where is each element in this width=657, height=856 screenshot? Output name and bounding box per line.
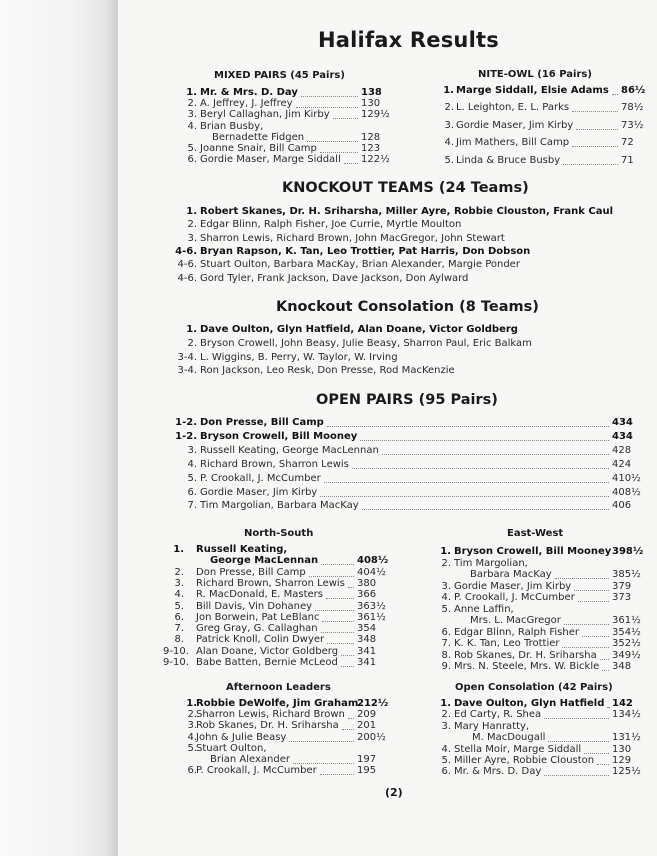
- rank-number: 1.: [440, 698, 451, 709]
- entrant-name: Jon Borwein, Pat LeBlanc: [196, 611, 320, 623]
- score-value: 408½: [357, 555, 389, 567]
- knockout-consolation-heading: Knockout Consolation (8 Teams): [276, 299, 539, 315]
- dot-leader: [582, 628, 609, 637]
- rank-number: 8.: [441, 649, 451, 661]
- dot-leader: [324, 474, 609, 483]
- score-value: 348: [357, 634, 377, 646]
- entrant-name: Babe Batten, Bernie McLeod: [196, 657, 338, 668]
- score-value: 128: [361, 131, 381, 143]
- nite-owl-heading: NITE-OWL (16 Pairs): [478, 69, 592, 80]
- rank-number: 3-4.: [177, 351, 197, 363]
- rank-number: 6.: [174, 611, 184, 623]
- dot-leader: [607, 699, 609, 708]
- entrant-name: Tim Margolian, Barbara MacKay: [200, 500, 359, 512]
- entrant-name: P. Crookall, J. McCumber: [454, 592, 575, 603]
- score-value: 129: [612, 755, 632, 766]
- score-value: 349½: [612, 649, 641, 661]
- entrant-name: Patrick Knoll, Colin Dwyer: [196, 634, 325, 646]
- dot-leader: [584, 745, 609, 754]
- rank-number: 5.: [444, 154, 454, 166]
- dot-leader: [382, 446, 609, 455]
- score-value: 212½: [357, 698, 389, 709]
- rank-number: 4.: [174, 589, 184, 601]
- rank-number: 3-4.: [177, 365, 197, 377]
- entrant-name: Gord Tyler, Frank Jackson, Dave Jackson, Don Aylward: [200, 272, 469, 284]
- entrant-name: Tim Margolian,: [454, 557, 528, 569]
- rank-number: 4.: [444, 137, 454, 149]
- entrant-name: Greg Gray, G. Callaghan: [196, 623, 318, 635]
- rank-number: 9-10.: [163, 645, 189, 657]
- score-value: 72: [621, 137, 634, 149]
- dot-leader: [572, 103, 618, 112]
- score-value: 341: [357, 657, 377, 668]
- dot-leader: [344, 155, 358, 164]
- mixed-pairs-heading: MIXED PAIRS (45 Pairs): [214, 70, 345, 81]
- dot-leader: [555, 570, 609, 579]
- rank-number: 5.: [187, 472, 197, 484]
- rank-number: 3.: [187, 109, 197, 121]
- rank-number: 4.: [187, 731, 197, 743]
- entrant-name: Bryson Crowell, John Beasy, Julie Beasy, Sharron Paul, Eric Balkam: [200, 337, 532, 349]
- score-value: 434: [612, 430, 633, 442]
- score-value: 380: [357, 577, 377, 589]
- rank-number: 3.: [187, 232, 197, 244]
- score-value: 366: [357, 589, 377, 601]
- entrant-name: Russell Keating, George MacLennan: [200, 444, 379, 456]
- entrant-name: Gordie Maser, Jim Kirby: [454, 580, 572, 592]
- score-value: 134½: [612, 709, 641, 721]
- dot-leader: [326, 590, 354, 599]
- score-value: 86½: [621, 85, 646, 96]
- dot-leader: [307, 133, 358, 142]
- dot-leader: [572, 138, 618, 147]
- dot-leader: [320, 766, 354, 775]
- rank-number: 1.: [186, 324, 197, 335]
- rank-number: 1.: [186, 206, 197, 217]
- entrant-name: Dave Oulton, Glyn Hatfield, Alan Doane, Victor Goldberg: [200, 324, 518, 335]
- score-value: 130: [612, 743, 632, 755]
- score-value: 428: [612, 444, 632, 456]
- dot-leader: [597, 756, 609, 765]
- entrant-name: Bryson Crowell, Bill Mooney: [200, 430, 358, 442]
- entrant-name: Bryan Rapson, K. Tan, Leo Trottier, Pat Harris, Don Dobson: [200, 245, 531, 257]
- score-value: 348: [612, 661, 632, 672]
- open-consolation-heading: Open Consolation (42 Pairs): [455, 682, 613, 693]
- entrant-name: Jim Mathers, Bill Camp: [456, 137, 570, 149]
- score-value: 122½: [361, 154, 390, 166]
- score-value: 71: [621, 154, 634, 166]
- north-south-heading: North-South: [244, 528, 314, 539]
- entrant-name: Rob Skanes, Dr. H. Sriharsha: [196, 720, 339, 732]
- entrant-name: Don Presse, Bill Camp: [200, 417, 324, 428]
- score-value: 361½: [357, 611, 386, 623]
- rank-number: 2.: [174, 566, 184, 578]
- rank-number: 2.: [187, 219, 197, 231]
- page-number: (2): [385, 786, 403, 799]
- entrant-name: Sharron Lewis, Richard Brown, John MacGregor, John Stewart: [200, 232, 505, 244]
- score-value: 123: [361, 143, 381, 154]
- entrant-name: Miller Ayre, Robbie Clouston: [454, 755, 595, 766]
- score-value: 434: [612, 417, 633, 428]
- entrant-name: Gordie Maser, Jim Kirby: [200, 486, 318, 498]
- dot-leader: [576, 121, 618, 130]
- rank-number: 9-10.: [163, 657, 189, 668]
- score-value: 404½: [357, 566, 386, 578]
- entrant-name: Mary Hanratty,: [454, 720, 530, 732]
- entrant-name: Mrs. L. MacGregor: [470, 615, 561, 626]
- open-pairs-heading: OPEN PAIRS (95 Pairs): [316, 392, 498, 408]
- dot-leader: [574, 582, 609, 591]
- score-value: 130: [361, 98, 381, 110]
- rank-number: 4-6.: [177, 259, 197, 271]
- dot-leader: [348, 579, 354, 588]
- entrant-name: Bernadette Fidgen: [212, 131, 305, 143]
- entrant-name: P. Crookall, J. McCumber: [200, 472, 321, 484]
- dot-leader: [341, 647, 354, 656]
- score-value: 195: [357, 765, 377, 777]
- rank-number: 2.: [444, 102, 454, 114]
- score-value: 209: [357, 709, 377, 721]
- rank-number: 1-2.: [175, 417, 197, 428]
- entrant-name: Gordie Maser, Marge Siddall: [200, 154, 341, 166]
- dot-leader: [301, 88, 358, 97]
- dot-leader: [320, 144, 358, 153]
- page-title: Halifax Results: [318, 28, 499, 52]
- entrant-name: Brian Alexander: [210, 754, 290, 765]
- rank-number: 1.: [443, 85, 454, 96]
- entrant-name: A. Jeffrey, J. Jeffrey: [200, 98, 293, 110]
- rank-number: 4.: [187, 458, 197, 470]
- entrant-name: Rob Skanes, Dr. H. Sriharsha: [454, 649, 597, 661]
- entrant-name: Edgar Blinn, Ralph Fisher: [454, 626, 579, 638]
- dot-leader: [578, 593, 609, 602]
- entrant-name: L. Leighton, E. L. Parks: [456, 102, 570, 114]
- dot-leader: [563, 156, 618, 165]
- entrant-name: Ed Carty, R. Shea: [454, 709, 542, 721]
- dot-leader: [612, 86, 618, 95]
- dot-leader: [352, 460, 609, 469]
- rank-number: 5.: [441, 603, 451, 615]
- page-gutter: [0, 0, 118, 856]
- dot-leader: [342, 721, 354, 730]
- entrant-name: R. MacDonald, E. Masters: [196, 589, 324, 601]
- entrant-name: Ron Jackson, Leo Resk, Don Presse, Rod MacKenzie: [200, 365, 455, 377]
- score-value: 138: [361, 87, 382, 98]
- rank-number: 4.: [187, 120, 197, 132]
- score-value: 129½: [361, 109, 390, 121]
- score-value: 379: [612, 580, 632, 592]
- rank-number: 6.: [187, 486, 197, 498]
- rank-number: 2.: [441, 557, 451, 569]
- entrant-name: L. Wiggins, B. Perry, W. Taylor, W. Irving: [200, 351, 398, 363]
- entrant-name: Edgar Blinn, Ralph Fisher, Joe Currie, Myrtle Moulton: [200, 219, 462, 231]
- dot-leader: [320, 488, 609, 497]
- rank-number: 1.: [186, 698, 197, 709]
- rank-number: 9.: [441, 661, 451, 672]
- rank-number: 2.: [187, 98, 197, 110]
- dot-leader: [360, 432, 609, 441]
- score-value: 341: [357, 645, 377, 657]
- dot-leader: [564, 616, 609, 625]
- rank-number: 5.: [187, 742, 197, 754]
- score-value: 142: [612, 698, 633, 709]
- entrant-name: P. Crookall, J. McCumber: [196, 765, 317, 777]
- dot-leader: [296, 99, 358, 108]
- rank-number: 2.: [187, 337, 197, 349]
- entrant-name: Mr. & Mrs. D. Day: [200, 87, 298, 98]
- rank-number: 3.: [174, 577, 184, 589]
- dot-leader: [362, 501, 609, 510]
- score-value: 200½: [357, 731, 386, 743]
- dot-leader: [327, 418, 609, 427]
- rank-number: 6.: [441, 626, 451, 638]
- score-value: 201: [357, 720, 377, 732]
- dot-leader: [322, 613, 354, 622]
- dot-leader: [327, 635, 354, 644]
- score-value: 125½: [612, 766, 641, 778]
- entrant-name: Bryson Crowell, Bill Mooney: [454, 546, 612, 557]
- rank-number: 5.: [174, 600, 184, 612]
- rank-number: 4.: [441, 592, 451, 603]
- entrant-name: Mr. & Mrs. D. Day: [454, 766, 542, 778]
- entrant-name: Anne Laffin,: [454, 603, 514, 615]
- rank-number: 3.: [187, 444, 197, 456]
- east-west-heading: East-West: [507, 528, 564, 539]
- entrant-name: Richard Brown, Sharron Lewis: [200, 458, 349, 470]
- rank-number: 5.: [441, 755, 451, 766]
- entrant-name: Marge Siddall, Elsie Adams: [456, 85, 609, 96]
- entrant-name: Barbara MacKay: [470, 569, 552, 580]
- dot-leader: [321, 556, 354, 565]
- rank-number: 4-6.: [175, 245, 197, 257]
- rank-number: 7.: [441, 638, 451, 649]
- score-value: 398½: [612, 546, 644, 557]
- score-value: 424: [612, 458, 632, 470]
- score-value: 373: [612, 592, 632, 603]
- score-value: 363½: [357, 600, 386, 612]
- score-value: 78½: [621, 102, 644, 114]
- rank-number: 3.: [187, 720, 197, 732]
- rank-number: 4-6.: [177, 272, 197, 284]
- entrant-name: Robbie DeWolfe, Jim Graham: [196, 698, 359, 709]
- entrant-name: Sharron Lewis, Richard Brown: [196, 709, 345, 721]
- entrant-name: K. K. Tan, Leo Trottier: [454, 638, 560, 649]
- dot-leader: [333, 110, 358, 119]
- dot-leader: [544, 710, 609, 719]
- entrant-name: Russell Keating,: [196, 544, 288, 555]
- rank-number: 4.: [441, 743, 451, 755]
- rank-number: 2.: [187, 709, 197, 721]
- dot-leader: [600, 651, 609, 660]
- entrant-name: George MacLennan: [210, 555, 319, 567]
- score-value: 361½: [612, 615, 641, 626]
- rank-number: 8.: [174, 634, 184, 646]
- rank-number: 5.: [187, 143, 197, 154]
- dot-leader: [309, 568, 354, 577]
- entrant-name: Brian Busby,: [200, 120, 264, 132]
- entrant-name: John & Julie Beasy: [196, 731, 287, 743]
- score-value: 408½: [612, 486, 641, 498]
- entrant-name: Linda & Bruce Busby: [456, 154, 561, 166]
- entrant-name: Stella Moir, Marge Siddall: [454, 743, 582, 755]
- entrant-name: Bill Davis, Vin Dohaney: [196, 600, 313, 612]
- entrant-name: M. MacDougall: [472, 732, 546, 744]
- score-value: 406: [612, 500, 632, 512]
- score-value: 131½: [612, 732, 641, 744]
- dot-leader: [602, 662, 609, 671]
- entrant-name: Robert Skanes, Dr. H. Sriharsha, Miller Ayre, Robbie Clouston, Frank Caul: [200, 206, 614, 217]
- entrant-name: Alan Doane, Victor Goldberg: [196, 645, 339, 657]
- rank-number: 1.: [186, 87, 197, 98]
- dot-leader: [293, 755, 354, 764]
- rank-number: 6.: [187, 765, 197, 777]
- entrant-name: Mrs. N. Steele, Mrs. W. Bickle: [454, 661, 600, 672]
- dot-leader: [548, 733, 609, 742]
- score-value: 73½: [621, 119, 644, 131]
- entrant-name: Dave Oulton, Glyn Hatfield: [454, 698, 605, 709]
- rank-number: 2.: [441, 709, 451, 721]
- rank-number: 3.: [441, 720, 451, 732]
- knockout-teams-heading: KNOCKOUT TEAMS (24 Teams): [282, 180, 529, 196]
- entrant-name: Beryl Callaghan, Jim Kirby: [200, 109, 330, 121]
- entrant-name: Joanne Snair, Bill Camp: [200, 143, 317, 154]
- score-value: 354½: [612, 626, 641, 638]
- entrant-name: Stuart Oulton,: [196, 742, 267, 754]
- rank-number: 1-2.: [175, 430, 197, 442]
- rank-number: 7.: [174, 623, 184, 635]
- score-value: 385½: [612, 569, 641, 580]
- dot-leader: [562, 639, 609, 648]
- rank-number: 3.: [441, 580, 451, 592]
- dot-leader: [315, 602, 354, 611]
- entrant-name: Gordie Maser, Jim Kirby: [456, 119, 574, 131]
- score-value: 352½: [612, 638, 641, 649]
- dot-leader: [544, 767, 609, 776]
- entrant-name: Richard Brown, Sharron Lewis: [196, 577, 345, 589]
- dot-leader: [348, 710, 354, 719]
- rank-number: 6.: [441, 766, 451, 778]
- rank-number: 7.: [187, 500, 197, 512]
- score-value: 197: [357, 754, 377, 765]
- score-value: 354: [357, 623, 377, 635]
- rank-number: 6.: [187, 154, 197, 166]
- entrant-name: Stuart Oulton, Barbara MacKay, Brian Alexander, Margie Ponder: [200, 259, 520, 271]
- dot-leader: [289, 733, 354, 742]
- entrant-name: Don Presse, Bill Camp: [196, 566, 306, 578]
- dot-leader: [341, 658, 354, 667]
- rank-number: 1.: [440, 546, 451, 557]
- dot-leader: [321, 624, 354, 633]
- rank-number: 3.: [444, 119, 454, 131]
- afternoon-leaders-heading: Afternoon Leaders: [226, 682, 331, 693]
- rank-number: 1.: [173, 544, 184, 555]
- score-value: 410½: [612, 472, 641, 484]
